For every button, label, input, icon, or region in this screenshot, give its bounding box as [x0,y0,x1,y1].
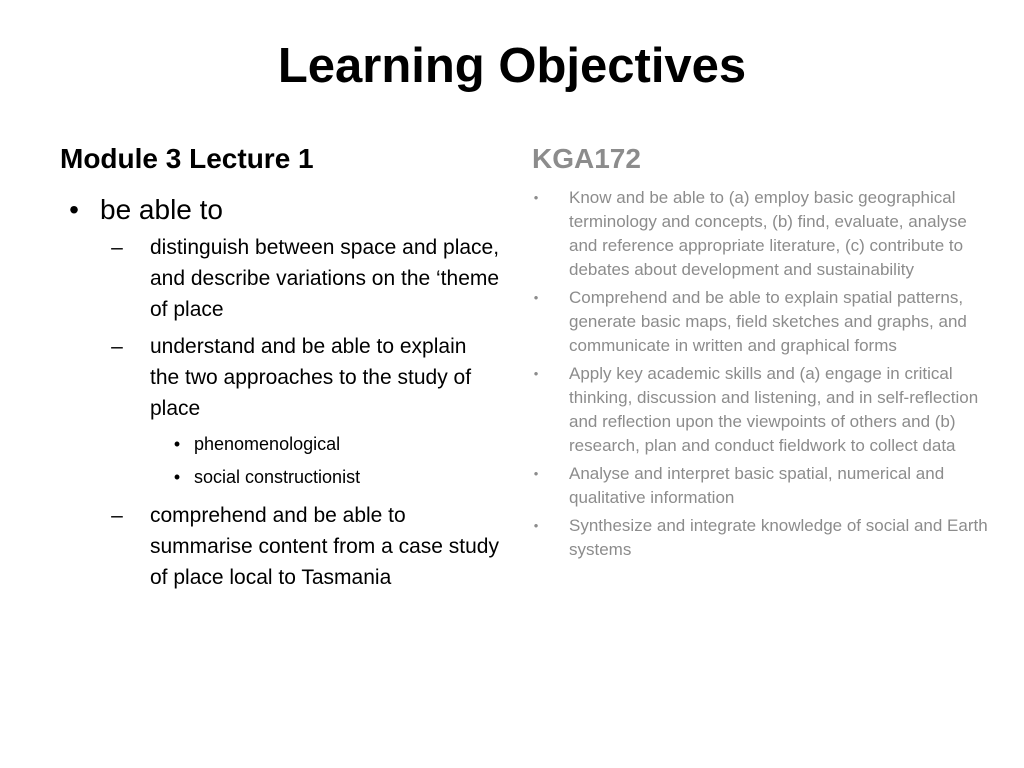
approaches-list [150,428,500,494]
list-item [150,461,500,494]
list-item-text: distinguish between space and place, and describe variations on the ‘theme of place [150,236,500,321]
list-item [150,428,500,461]
list-item [532,186,992,282]
left-bullet-list [60,192,500,593]
dash-icon: – [111,236,123,259]
dash-icon: – [111,504,123,527]
list-item-be-able-to [60,192,500,593]
module-heading: Module 3 Lecture 1 [60,143,314,174]
bullet-icon: • [173,434,181,454]
list-item-text: Apply key academic skills and (a) engage in critical thinking, discussion and listening, and in self-reflection and reflection upon the viewpoints of others and (b) research, plan and conduct fieldwork to collect data [569,364,979,455]
list-item [532,514,992,562]
list-item-text: Comprehend and be able to explain spatial patterns, generate basic maps, field sketches and graphs, and communicate in written and graphical forms [569,288,967,355]
bullet-icon: • [533,290,539,305]
right-bullet-list [532,186,992,562]
list-item-text: Know and be able to (a) employ basic geographical terminology and concepts, (b) find, evaluate, analyse and reference appropriate literature, (c) contribute to debates about development and sustainability [569,188,967,279]
list-item-text: Synthesize and integrate knowledge of social and Earth systems [569,516,988,559]
bullet-icon: • [173,467,181,487]
bullet-icon: • [533,518,539,533]
bullet-icon: • [69,194,79,225]
dash-icon: – [111,335,123,358]
list-item [532,286,992,358]
list-item [532,462,992,510]
list-item-text: Analyse and interpret basic spatial, numerical and qualitative information [569,464,945,507]
bullet-icon: • [533,190,539,205]
slide-title: Learning Objectives [277,39,747,93]
list-item [105,331,500,494]
left-column [60,140,500,599]
bullet-icon: • [533,466,539,481]
list-item-text: understand and be able to explain the two approaches to the study of place [150,335,472,420]
list-item-text: be able to [100,194,223,225]
unit-code-heading: KGA172 [532,143,641,174]
list-item [105,232,500,325]
list-item-text: comprehend and be able to summarise content from a case study of place local to Tasmania [150,504,499,589]
list-item-text: phenomenological [194,434,341,454]
bullet-icon: • [533,366,539,381]
list-item [105,500,500,593]
list-item [532,362,992,458]
list-item-text: social constructionist [194,467,361,487]
right-column [532,140,992,566]
sub-list [100,232,500,593]
